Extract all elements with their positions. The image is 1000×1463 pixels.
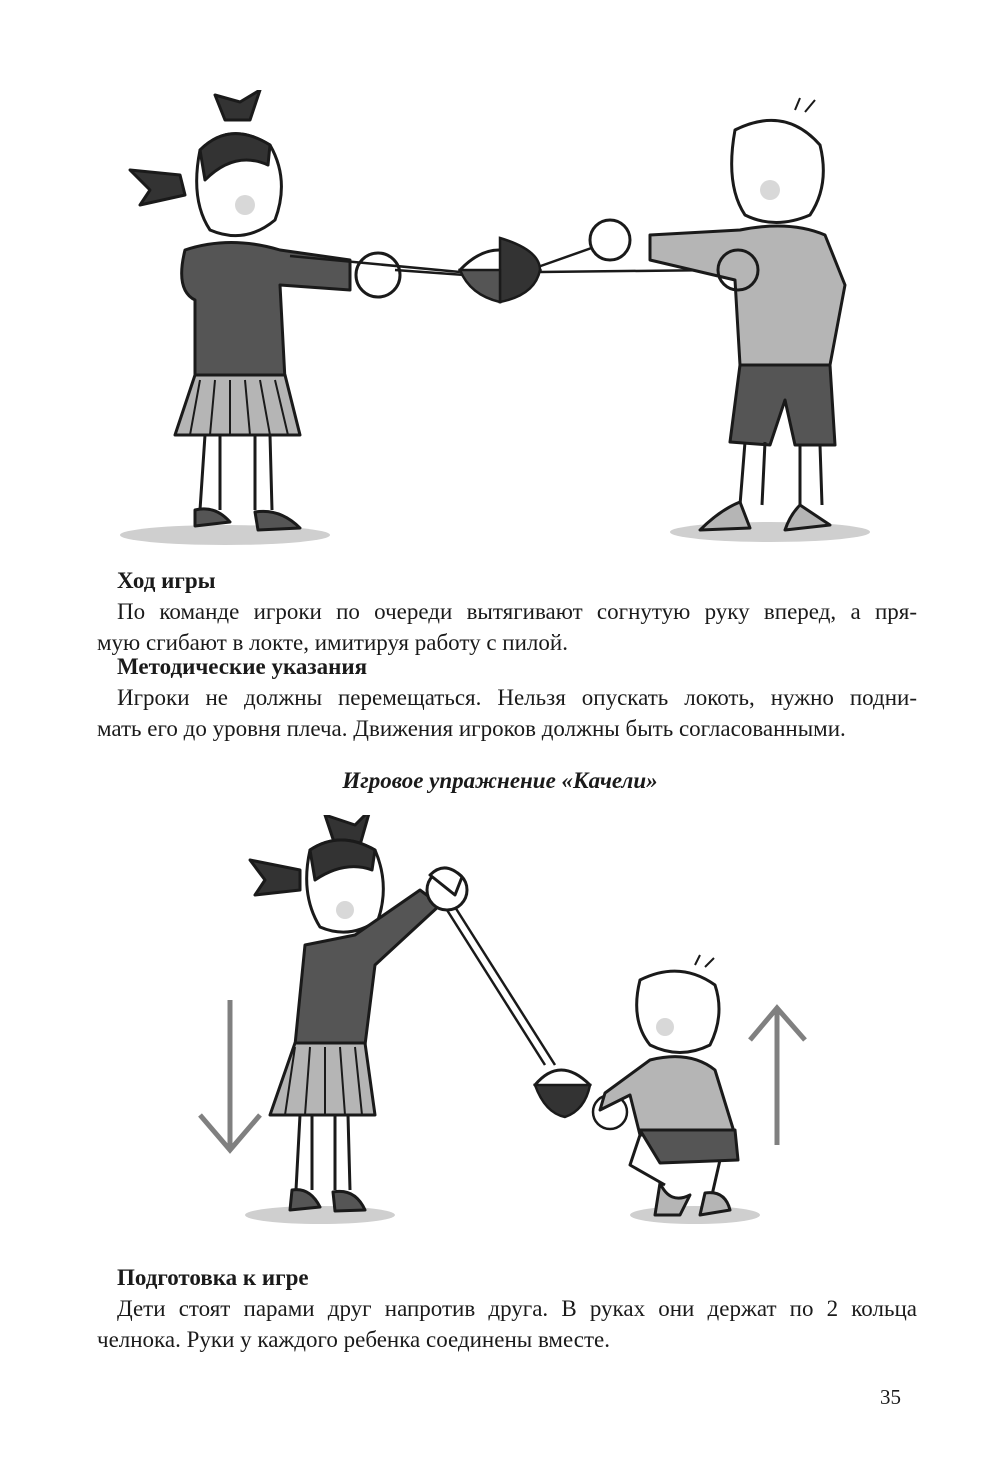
heading-game-flow: Ход игры	[117, 568, 216, 593]
paragraph-line: По команде игроки по очереди вытягивают согнутую руку вперед, а пря-	[117, 599, 917, 624]
exercise-title: Игровое упражнение «Качели»	[342, 768, 658, 793]
arrow-up-icon	[750, 1008, 805, 1145]
girl-figure-standing	[250, 815, 467, 1211]
illustration-shuttle-saw	[0, 90, 1000, 560]
paragraph-preparation	[97, 1293, 917, 1355]
boy-figure	[590, 98, 845, 530]
paragraph-game-flow	[97, 596, 917, 658]
heading-method: Методические указания	[117, 654, 368, 679]
ground-shadow-right	[670, 522, 870, 542]
paragraph-line: Дети стоят парами друг напротив друга. В руках они держат по 2 кольца	[117, 1296, 917, 1321]
paragraph-line: челнока. Руки у каждого ребенка соединены вместе.	[97, 1327, 610, 1352]
illustration-swing	[0, 815, 1000, 1235]
paragraph-line: Игроки не должны перемещаться. Нельзя опускать локоть, нужно подни-	[117, 685, 917, 710]
girl-figure	[130, 90, 400, 530]
heading-preparation: Подготовка к игре	[117, 1265, 309, 1290]
ground-shadow-boy	[630, 1206, 760, 1224]
ground-shadow-girl	[245, 1206, 395, 1224]
arrow-down-icon	[200, 1000, 260, 1150]
paragraph-method	[97, 682, 917, 744]
paragraph-line: мую сгибают в локте, имитируя работу с пилой.	[97, 630, 568, 655]
shuttle-toy-swing	[447, 907, 627, 1129]
boy-figure-squatting	[600, 955, 738, 1215]
page-number: 35	[880, 1385, 901, 1409]
paragraph-line: мать его до уровня плеча. Движения игроков должны быть согласованными.	[97, 716, 846, 741]
